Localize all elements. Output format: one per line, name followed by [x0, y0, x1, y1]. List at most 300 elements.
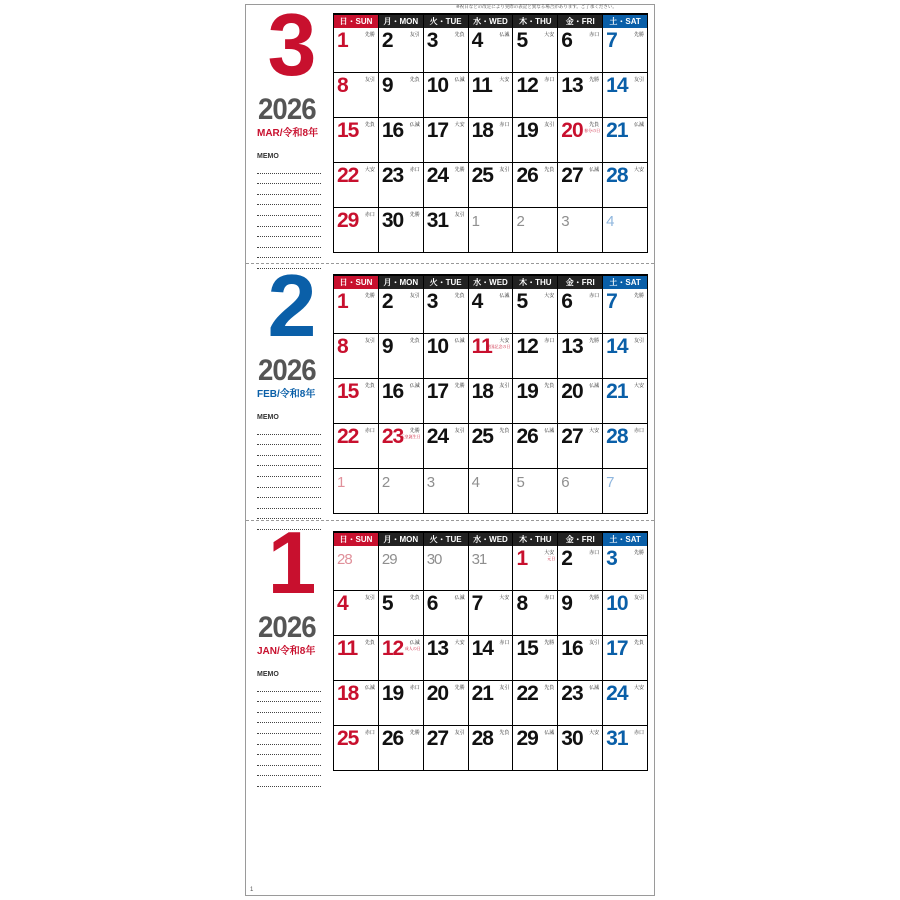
rokuyo-label: 大安: [589, 428, 600, 434]
day-cell[interactable]: [379, 208, 424, 253]
day-cell[interactable]: [379, 681, 424, 726]
rokuyo-label: 赤口: [589, 32, 600, 38]
day-number: 4: [471, 29, 483, 52]
day-number: 24: [606, 682, 628, 705]
day-cell[interactable]: [513, 118, 558, 163]
memo-line: [257, 745, 321, 756]
rokuyo-label: 仏滅: [454, 595, 465, 601]
rokuyo-label: 赤口: [589, 550, 600, 556]
day-cell[interactable]: [424, 28, 469, 73]
rokuyo-label: 仏滅: [409, 122, 420, 128]
rokuyo-label: 先勝: [409, 428, 420, 434]
day-cell[interactable]: [558, 73, 603, 118]
day-cell[interactable]: [558, 424, 603, 469]
month-divider: [246, 263, 654, 264]
day-number: 30: [426, 551, 442, 568]
week-row: [334, 28, 648, 73]
weekday-label: 火・TUE: [424, 276, 469, 289]
rokuyo-label: 大安: [499, 338, 510, 344]
day-cell[interactable]: [513, 726, 558, 771]
rokuyo-label: 仏滅: [589, 167, 600, 173]
rokuyo-label: 赤口: [499, 640, 510, 646]
day-cell[interactable]: [558, 546, 603, 591]
day-number: 31: [426, 209, 449, 232]
day-number: 6: [561, 474, 569, 491]
day-cell[interactable]: [603, 379, 648, 424]
day-number: 21: [606, 119, 628, 142]
memo-line: [257, 755, 321, 766]
day-number: 8: [516, 592, 528, 615]
day-number: 19: [516, 119, 538, 142]
day-cell[interactable]: [469, 118, 514, 163]
day-number: 12: [381, 637, 404, 660]
month-number: 1: [267, 513, 313, 612]
rokuyo-label: 大安: [589, 730, 600, 736]
memo-line: [257, 734, 321, 745]
rokuyo-label: 大安: [544, 550, 555, 556]
memo-line: [257, 227, 321, 238]
day-number: 12: [516, 335, 538, 358]
day-number: 17: [426, 119, 449, 142]
weekday-header: [334, 15, 648, 28]
day-cell[interactable]: [469, 591, 514, 636]
rokuyo-label: 大安: [544, 32, 555, 38]
day-number: 1: [337, 29, 348, 52]
day-cell[interactable]: [424, 726, 469, 771]
day-cell[interactable]: [558, 208, 603, 253]
rokuyo-label: 先勝: [409, 212, 420, 218]
day-cell[interactable]: [469, 289, 514, 334]
rokuyo-label: 先負: [544, 383, 555, 389]
day-cell[interactable]: [469, 424, 514, 469]
weekday-label: 土・SAT: [603, 276, 648, 289]
day-number: 2: [561, 547, 572, 570]
day-cell[interactable]: [334, 379, 379, 424]
rokuyo-label: 仏滅: [364, 685, 375, 691]
rokuyo-label: 先負: [499, 730, 510, 736]
day-number: 3: [426, 474, 435, 491]
day-number: 9: [381, 335, 393, 358]
day-number: 31: [606, 727, 628, 750]
day-cell[interactable]: [469, 546, 514, 591]
rokuyo-label: 先勝: [589, 77, 600, 83]
memo-line: [257, 174, 321, 185]
day-cell[interactable]: [558, 379, 603, 424]
rokuyo-label: 先負: [499, 428, 510, 434]
rokuyo-label: 先負: [544, 167, 555, 173]
day-cell[interactable]: [469, 208, 514, 253]
rokuyo-label: 赤口: [634, 730, 645, 736]
week-row: [334, 636, 648, 681]
day-number: 7: [471, 592, 483, 615]
day-number: 25: [471, 425, 493, 448]
rokuyo-label: 先勝: [454, 685, 465, 691]
day-cell[interactable]: [334, 681, 379, 726]
weekday-label: 水・WED: [469, 276, 514, 289]
day-cell[interactable]: [424, 424, 469, 469]
rokuyo-label: 先負: [589, 122, 600, 128]
week-row: [334, 591, 648, 636]
day-cell[interactable]: [513, 334, 558, 379]
day-cell[interactable]: [334, 424, 379, 469]
day-number: 17: [606, 637, 628, 660]
day-cell[interactable]: [379, 73, 424, 118]
rokuyo-label: 仏滅: [454, 77, 465, 83]
week-row: [334, 379, 648, 424]
day-cell[interactable]: [334, 726, 379, 771]
day-number: 26: [516, 164, 538, 187]
rokuyo-label: 先負: [409, 338, 420, 344]
day-cell[interactable]: [334, 208, 379, 253]
rokuyo-label: 大安: [634, 167, 645, 173]
rokuyo-label: 赤口: [364, 730, 375, 736]
memo-line: [257, 488, 321, 499]
day-cell[interactable]: [469, 73, 514, 118]
day-cell[interactable]: [424, 334, 469, 379]
memo-line: [257, 681, 321, 692]
day-number: 16: [381, 380, 404, 403]
day-number: 6: [426, 592, 438, 615]
rokuyo-label: 仏滅: [589, 685, 600, 691]
rokuyo-label: 先負: [634, 640, 645, 646]
day-number: 6: [561, 29, 572, 52]
memo-line: [257, 466, 321, 477]
day-number: 4: [337, 592, 348, 615]
rokuyo-label: 大安: [499, 595, 510, 601]
day-cell[interactable]: [603, 163, 648, 208]
day-cell[interactable]: [558, 681, 603, 726]
day-number: 3: [426, 290, 438, 313]
day-cell[interactable]: [603, 208, 648, 253]
day-number: 14: [606, 74, 628, 97]
rokuyo-label: 赤口: [499, 122, 510, 128]
day-number: 18: [471, 119, 493, 142]
day-cell[interactable]: [469, 28, 514, 73]
day-cell[interactable]: [469, 379, 514, 424]
rokuyo-label: 先勝: [589, 338, 600, 344]
day-number: 2: [381, 474, 390, 491]
rokuyo-label: 先負: [364, 640, 375, 646]
day-cell[interactable]: [379, 379, 424, 424]
disclaimer-note: ※祝日などの改定により実際の表記と異なる場合があります。ご了承ください。: [456, 4, 617, 9]
day-number: 2: [381, 290, 393, 313]
day-cell[interactable]: [424, 681, 469, 726]
day-cell[interactable]: [379, 424, 424, 469]
day-cell[interactable]: [513, 28, 558, 73]
day-number: 24: [426, 425, 449, 448]
day-cell[interactable]: [469, 469, 514, 514]
memo-line: [257, 692, 321, 703]
day-cell[interactable]: [334, 163, 379, 208]
day-cell[interactable]: [379, 28, 424, 73]
weekday-label: 火・TUE: [424, 15, 469, 28]
day-cell[interactable]: [424, 73, 469, 118]
rokuyo-label: 仏滅: [499, 293, 510, 299]
day-cell[interactable]: [469, 334, 514, 379]
day-cell[interactable]: [379, 163, 424, 208]
day-number: 1: [516, 547, 528, 570]
week-row: [334, 469, 648, 514]
rokuyo-label: 大安: [364, 167, 375, 173]
day-cell[interactable]: [558, 118, 603, 163]
week-row: [334, 208, 648, 253]
rokuyo-label: 友引: [454, 730, 465, 736]
day-cell[interactable]: [334, 591, 379, 636]
memo-line: [257, 205, 321, 216]
rokuyo-label: 先勝: [634, 32, 645, 38]
week-row: [334, 546, 648, 591]
week-row: [334, 163, 648, 208]
day-number: 5: [516, 29, 528, 52]
rokuyo-label: 大安: [454, 640, 465, 646]
weekday-label: 日・SUN: [334, 533, 379, 546]
rokuyo-label: 先勝: [364, 32, 375, 38]
day-number: 28: [471, 727, 493, 750]
day-number: 5: [381, 592, 393, 615]
rokuyo-label: 友引: [409, 293, 420, 299]
day-number: 5: [516, 290, 528, 313]
week-row: [334, 334, 648, 379]
day-cell[interactable]: [424, 546, 469, 591]
week-row: [334, 73, 648, 118]
month-subtitle: JAN/令和8年: [257, 646, 316, 657]
day-cell[interactable]: [469, 163, 514, 208]
day-cell[interactable]: [603, 334, 648, 379]
day-cell[interactable]: [558, 469, 603, 514]
calendar-grid: [333, 531, 648, 771]
rokuyo-label: 先勝: [544, 640, 555, 646]
day-cell[interactable]: [424, 289, 469, 334]
day-number: 4: [471, 474, 479, 491]
year-label: 2026: [258, 93, 316, 126]
day-cell[interactable]: [379, 546, 424, 591]
day-cell[interactable]: [513, 379, 558, 424]
day-cell[interactable]: [424, 208, 469, 253]
day-number: 9: [561, 592, 572, 615]
memo-line: [257, 456, 321, 467]
memo-label: MEMO: [257, 153, 279, 160]
day-cell[interactable]: [379, 334, 424, 379]
calendar-grid: [333, 13, 648, 253]
day-cell[interactable]: [603, 28, 648, 73]
day-cell[interactable]: [603, 73, 648, 118]
day-cell[interactable]: [424, 591, 469, 636]
rokuyo-label: 友引: [364, 77, 375, 83]
day-number: 15: [516, 637, 538, 660]
day-number: 25: [337, 727, 359, 750]
weekday-label: 土・SAT: [603, 533, 648, 546]
day-number: 26: [381, 727, 404, 750]
day-number: 14: [606, 335, 628, 358]
rokuyo-label: 赤口: [634, 428, 645, 434]
rokuyo-label: 赤口: [544, 595, 555, 601]
day-cell[interactable]: [469, 636, 514, 681]
rokuyo-label: 友引: [364, 338, 375, 344]
day-cell[interactable]: [513, 424, 558, 469]
day-number: 18: [471, 380, 493, 403]
day-cell[interactable]: [513, 546, 558, 591]
day-number: 16: [381, 119, 404, 142]
day-cell[interactable]: [513, 591, 558, 636]
memo-line: [257, 237, 321, 248]
rokuyo-label: 先負: [364, 383, 375, 389]
weekday-label: 日・SUN: [334, 15, 379, 28]
weekday-header: [334, 533, 648, 546]
day-cell[interactable]: [334, 118, 379, 163]
day-cell[interactable]: [603, 289, 648, 334]
memo-line: [257, 184, 321, 195]
weekday-header: [334, 276, 648, 289]
day-cell[interactable]: [379, 726, 424, 771]
day-cell[interactable]: [603, 726, 648, 771]
day-cell[interactable]: [379, 469, 424, 514]
rokuyo-label: 仏滅: [544, 730, 555, 736]
day-number: 1: [337, 290, 348, 313]
weekday-label: 月・MON: [379, 276, 424, 289]
month-section: [246, 0, 654, 263]
day-number: 28: [606, 164, 628, 187]
day-cell[interactable]: [334, 546, 379, 591]
rokuyo-label: 赤口: [409, 167, 420, 173]
rokuyo-label: 友引: [499, 383, 510, 389]
rokuyo-label: 先負: [409, 77, 420, 83]
memo-line: [257, 702, 321, 713]
day-cell[interactable]: [424, 118, 469, 163]
day-number: 11: [471, 335, 492, 358]
day-cell[interactable]: [513, 636, 558, 681]
weekday-label: 木・THU: [513, 276, 558, 289]
rokuyo-label: 仏滅: [409, 640, 420, 646]
day-number: 3: [426, 29, 438, 52]
day-cell[interactable]: [469, 726, 514, 771]
rokuyo-label: 友引: [364, 595, 375, 601]
day-cell[interactable]: [513, 289, 558, 334]
day-cell[interactable]: [334, 289, 379, 334]
memo-line: [257, 445, 321, 456]
day-number: 24: [426, 164, 449, 187]
weekday-label: 金・FRI: [558, 533, 603, 546]
day-cell[interactable]: [424, 379, 469, 424]
day-number: 19: [381, 682, 404, 705]
day-cell[interactable]: [424, 163, 469, 208]
day-number: 9: [381, 74, 393, 97]
day-cell[interactable]: [379, 636, 424, 681]
day-cell[interactable]: [558, 591, 603, 636]
day-number: 3: [606, 547, 617, 570]
rokuyo-label: 仏滅: [634, 122, 645, 128]
day-cell[interactable]: [513, 681, 558, 726]
week-row: [334, 118, 648, 163]
day-cell[interactable]: [603, 681, 648, 726]
rokuyo-label: 赤口: [589, 293, 600, 299]
rokuyo-label: 赤口: [409, 685, 420, 691]
day-number: 3: [561, 213, 569, 230]
day-number: 29: [381, 551, 397, 568]
day-number: 15: [337, 380, 359, 403]
day-cell[interactable]: [469, 681, 514, 726]
day-cell[interactable]: [603, 424, 648, 469]
day-cell[interactable]: [603, 591, 648, 636]
memo-line: [257, 498, 321, 509]
day-cell[interactable]: [334, 636, 379, 681]
day-cell[interactable]: [334, 334, 379, 379]
rokuyo-label: 赤口: [544, 77, 555, 83]
day-cell[interactable]: [603, 118, 648, 163]
rokuyo-label: 先負: [364, 122, 375, 128]
day-number: 8: [337, 335, 348, 358]
day-cell[interactable]: [513, 73, 558, 118]
day-cell[interactable]: [379, 591, 424, 636]
day-number: 27: [561, 164, 583, 187]
weekday-label: 金・FRI: [558, 15, 603, 28]
rokuyo-label: 仏滅: [544, 428, 555, 434]
day-cell[interactable]: [558, 289, 603, 334]
day-cell[interactable]: [603, 469, 648, 514]
day-number: 26: [516, 425, 538, 448]
day-cell[interactable]: [379, 118, 424, 163]
day-number: 30: [561, 727, 583, 750]
day-cell[interactable]: [513, 469, 558, 514]
day-number: 4: [606, 213, 614, 230]
memo-line: [257, 713, 321, 724]
day-number: 23: [561, 682, 583, 705]
day-number: 31: [471, 551, 487, 568]
month-section: [246, 256, 654, 524]
day-cell[interactable]: [334, 28, 379, 73]
day-number: 6: [561, 290, 572, 313]
rokuyo-label: 仏滅: [499, 32, 510, 38]
rokuyo-label: 友引: [454, 428, 465, 434]
day-number: 28: [337, 551, 352, 568]
rokuyo-label: 先勝: [454, 167, 465, 173]
day-cell[interactable]: [513, 163, 558, 208]
day-cell[interactable]: [558, 636, 603, 681]
day-cell[interactable]: [424, 636, 469, 681]
day-number: 13: [426, 637, 449, 660]
day-number: 10: [426, 74, 449, 97]
rokuyo-label: 友引: [544, 122, 555, 128]
day-cell[interactable]: [558, 726, 603, 771]
page-number: 1: [250, 887, 254, 893]
day-cell[interactable]: [424, 469, 469, 514]
rokuyo-label: 友引: [499, 685, 510, 691]
day-cell[interactable]: [558, 163, 603, 208]
day-number: 7: [606, 29, 617, 52]
rokuyo-label: 赤口: [364, 428, 375, 434]
day-cell[interactable]: [603, 636, 648, 681]
day-number: 11: [337, 637, 358, 660]
day-number: 30: [381, 209, 404, 232]
rokuyo-label: 大安: [544, 293, 555, 299]
day-number: 29: [337, 209, 359, 232]
day-cell[interactable]: [558, 334, 603, 379]
week-row: [334, 424, 648, 469]
day-number: 13: [561, 74, 583, 97]
day-cell[interactable]: [513, 208, 558, 253]
memo-line: [257, 766, 321, 777]
day-cell[interactable]: [603, 546, 648, 591]
day-cell[interactable]: [558, 28, 603, 73]
week-row: [334, 726, 648, 771]
day-number: 15: [337, 119, 359, 142]
day-cell[interactable]: [334, 73, 379, 118]
day-number: 29: [516, 727, 538, 750]
day-cell[interactable]: [379, 289, 424, 334]
holiday-label: 天皇誕生日: [400, 434, 421, 439]
day-cell[interactable]: [334, 469, 379, 514]
day-number: 1: [337, 474, 345, 491]
rokuyo-label: 赤口: [544, 338, 555, 344]
